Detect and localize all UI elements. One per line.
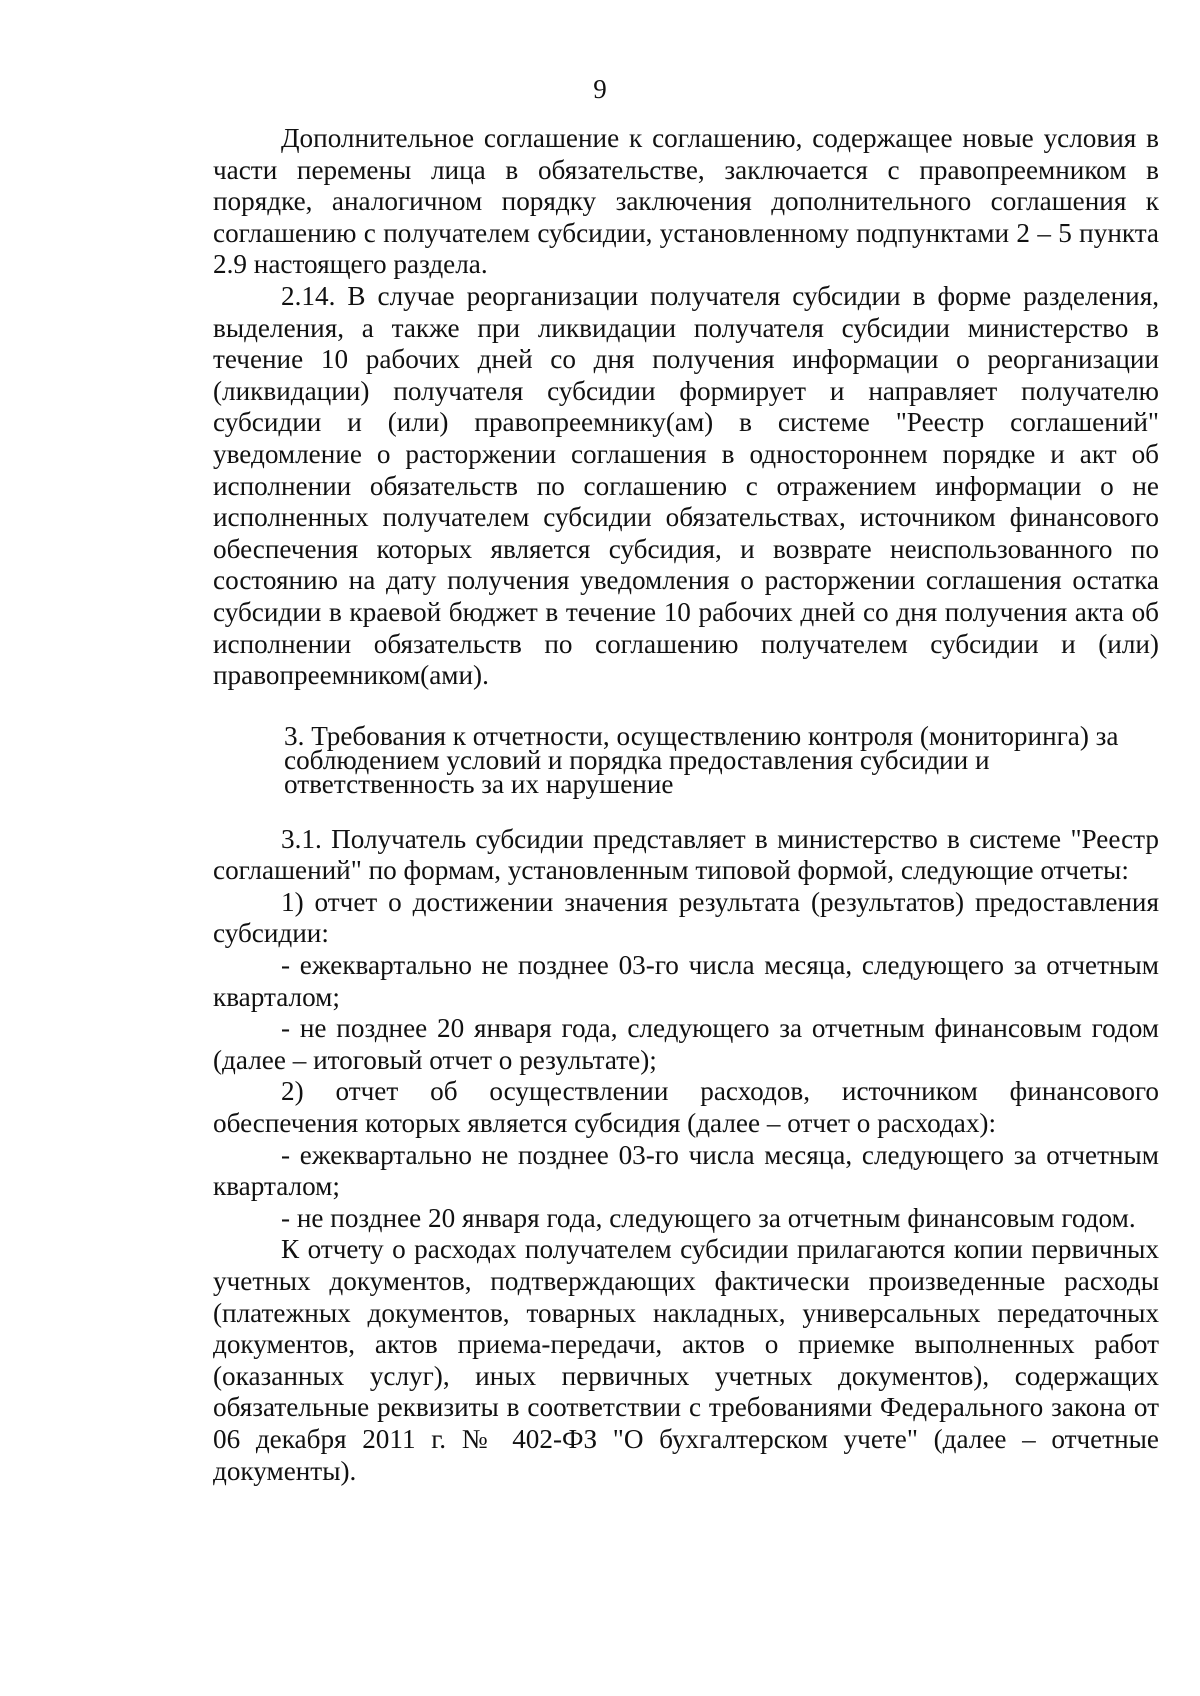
paragraph-3-1-reports: 3.1. Получатель субсидии представляет в министерство в системе "Реестр соглашений" по формам, установленным типовой формой, следующие отчеты:: [213, 823, 1159, 886]
document-body: [213, 123, 1159, 1487]
paragraph-additional-agreement: Дополнительное соглашение к соглашению, содержащее новые условия в части перемены лица в обязательстве, заключается с правопреемником в порядке, аналогичном порядку заключения дополнительного соглашения к соглашению с получателем субсидии, установленному подпунктами 2 – 5 пункта 2.9 настоящего раздела.: [213, 123, 1159, 280]
paragraph-2-14-reorganization: 2.14. В случае реорганизации получателя субсидии в форме разделения, выделения, а также при ликвидации получателя субсидии министерство в течение 10 рабочих дней со дня получения информации о реорганизации (ликвидации) получателя субсидии формирует и направляет получателю субсидии и (или) правопреемнику(ам) в системе "Реестр соглашений" уведомление о расторжении соглашения в одностороннем порядке и акт об исполнении обязательств по соглашению с отражением информации о не исполненных получателем субсидии обязательствах, источником финансового обеспечения которых является субсидия, и возврате неиспользованного по состоянию на дату получения уведомления о расторжении соглашения остатка субсидии в краевой бюджет в течение 10 рабочих дней со дня получения акта об исполнении обязательств по соглашению получателем субсидии и (или) правопреемником(ами).: [213, 280, 1159, 691]
paragraph-quarterly-expenses: - ежеквартально не позднее 03-го числа месяца, следующего за отчетным кварталом;: [213, 1139, 1159, 1202]
paragraph-supporting-documents: К отчету о расходах получателем субсидии прилагаются копии первичных учетных документов, подтверждающих фактически произведенные расходы (платежных документов, товарных накладных, универсальных передаточных документов, актов приема-передачи, актов о приемке выполненных работ (оказанных услуг), иных первичных учетных документов), содержащих обязательные реквизиты в соответствии с требованиями Федерального закона от 06 декабря 2011 г. № 402-ФЗ "О бухгалтерском учете" (далее – отчетные документы).: [213, 1234, 1159, 1486]
paragraph-annual-expenses: - не позднее 20 января года, следующего за отчетным финансовым годом.: [281, 1202, 1136, 1233]
section-heading-line-2: соблюдением условий и порядка предоставления субсидии и: [284, 744, 990, 775]
paragraph-report-expenses: 2) отчет об осуществлении расходов, источником финансового обеспечения которых является субсидия (далее – отчет о расходах):: [213, 1076, 1159, 1139]
section-heading-3: [213, 720, 1159, 799]
section-heading-line-3: ответственность за их нарушение: [284, 768, 674, 799]
paragraph-report-results: 1) отчет о достижении значения результата (результатов) предоставления субсидии:: [213, 886, 1159, 949]
section-heading-line-1: 3. Требования к отчетности, осуществлению контроля (мониторинга) за: [284, 720, 1119, 751]
page-number: 9: [593, 74, 607, 104]
paragraph-annual-results: - не позднее 20 января года, следующего за отчетным финансовым годом (далее – итоговый отчет о результате);: [213, 1013, 1159, 1075]
paragraph-quarterly-results: - ежеквартально не позднее 03-го числа месяца, следующего за отчетным кварталом;: [213, 950, 1159, 1012]
